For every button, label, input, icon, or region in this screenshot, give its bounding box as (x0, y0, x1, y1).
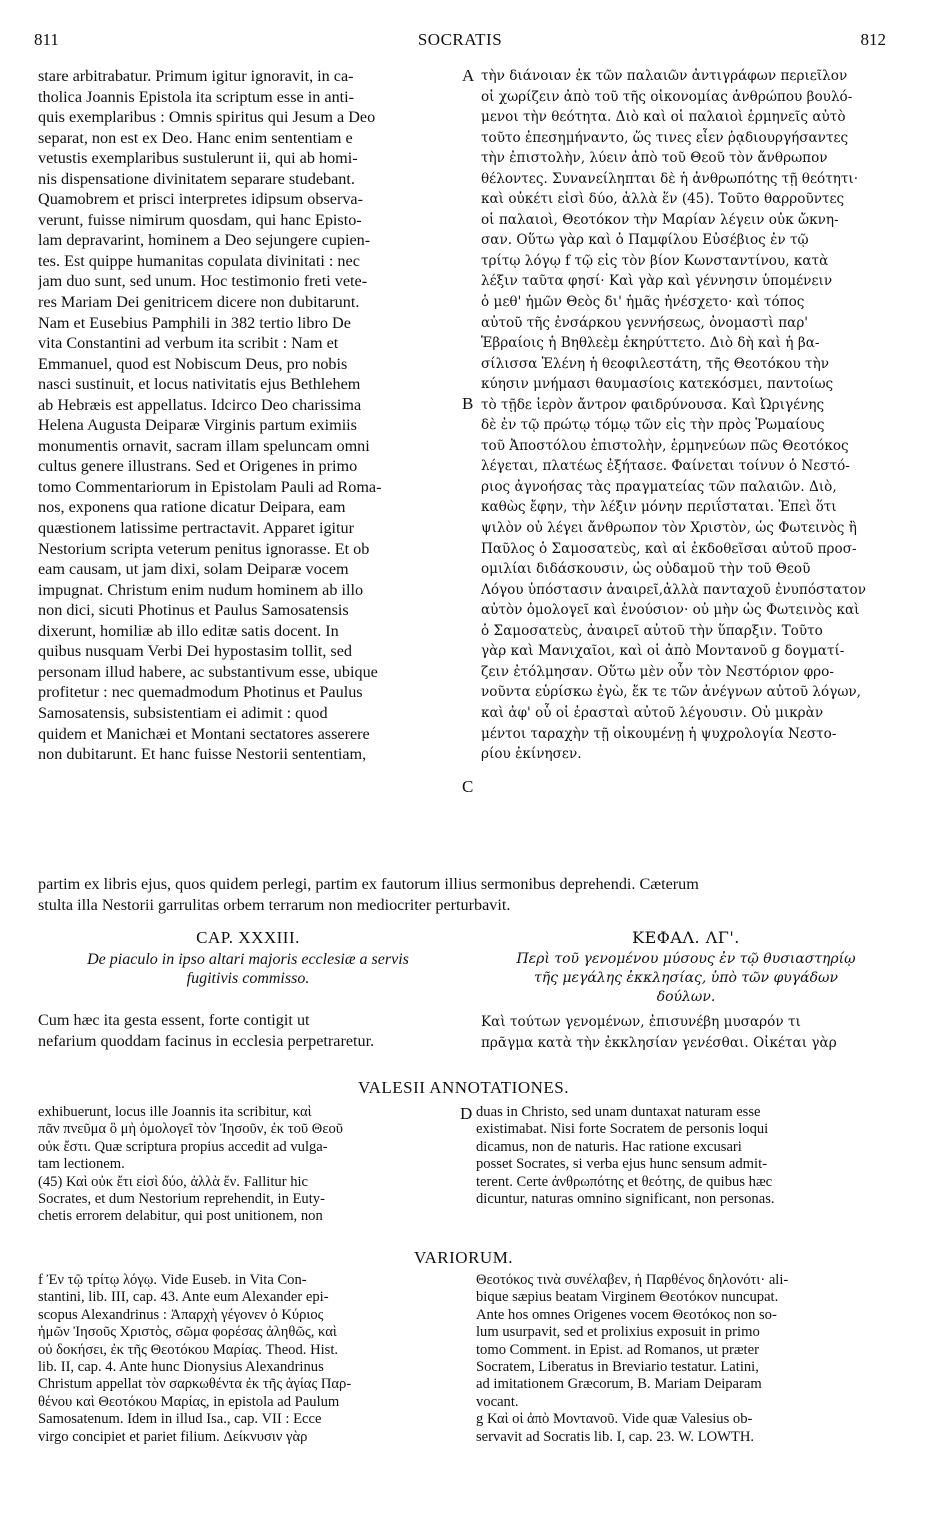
text-line: ρίου ἐκίνησεν. (481, 746, 582, 763)
text-line: ad imitationem Græcorum, B. Mariam Deiparam (476, 1376, 762, 1393)
text-line: bique sæpius beatam Virginem Θεοτόκον nuncupat. (476, 1289, 779, 1306)
text-line: separat, non est ex Deo. Hanc enim sententiam e (38, 128, 353, 147)
text-line: posset Socrates, si verba ejus hunc sensum admit- (476, 1156, 768, 1173)
text-line: profitetur : nec quemadmodum Photinus et Paulus (38, 683, 363, 702)
text-line: vocant. (476, 1393, 519, 1410)
text-line: existimabat. Nisi forte Socratem de personis loqui (476, 1121, 769, 1138)
text-line: vetustis exemplaribus sustulerunt ii, qui ab homi- (38, 149, 358, 168)
margin-marker-c: C (462, 777, 474, 796)
valesii-notes-left (38, 1104, 458, 1226)
text-line: Emmanuel, quod est Nobiscum Deus, pro nobis (38, 354, 348, 373)
text-line: Ἑβραίοις ἡ Βηθλεὲμ ἐκηρύττετο. Διὸ δὴ καὶ ἡ βα- (481, 335, 820, 352)
text-line: τὴν διάνοιαν ἐκ τῶν παλαιῶν ἀντιγράφων περιεῖλον (481, 68, 848, 84)
text-line: τῆς μεγάλης ἐκκλησίας, ὑπὸ τῶν φυγάδων (534, 970, 838, 986)
text-line: λέγεται, πλατέως ἐξήτασε. Φαίνεται τοίνυν ὁ Νεστό- (481, 458, 850, 475)
text-line: g Καὶ οἱ ἀπὸ Μοντανοῦ. Vide quæ Valesius ob- (476, 1411, 753, 1428)
text-line: τρίτῳ λόγῳ f τῷ εἰς τὸν βίον Κωνσταντίνου, κατὰ (481, 252, 829, 269)
text-line: γὰρ καὶ Μανιχαῖοι, καὶ οἱ ἀπὸ Μοντανοῦ g δογματί- (481, 643, 845, 660)
text-line: μενοι τὴν θεότητα. Διὸ καὶ οἱ παλαιοὶ ἑρμηνεῖς αὐτὸ (481, 109, 846, 126)
text-line: duas in Christo, sed unam duntaxat naturam esse (476, 1104, 761, 1120)
text-line: non dici, sicuti Photinus et Paulus Samosatensis (38, 601, 349, 620)
text-line: exhibuerunt, locus ille Joannis ita scribitur, καὶ (38, 1104, 312, 1120)
text-line: καὶ οὐκέτι εἰσὶ δύο, ἀλλὰ ἕν (45). Τοῦτο θαρροῦντες (481, 191, 845, 208)
right-page-number: 812 (860, 30, 886, 49)
text-line: f Ἐν τῷ τρίτῳ λόγῳ. Vide Euseb. in Vita Con- (38, 1272, 307, 1288)
text-line: res Mariam Dei genitricem dicere non dubitarunt. (38, 293, 360, 312)
margin-marker-d: D (460, 1104, 473, 1123)
variorum-notes-left (38, 1272, 458, 1446)
text-line: Λόγου ὑπόστασιν ἀναιρεῖ,ἀλλὰ πανταχοῦ ἐνυπόστατον (481, 581, 866, 598)
left-page-number: 811 (34, 30, 59, 49)
full-width-text (38, 874, 888, 915)
chapter-heading-greek: ΚΕΦΑΛ. ΛΓ'. (632, 928, 740, 947)
text-line: κύησιν μνήμασι θαυμασίοις κατεκόσμει, παντοίως (481, 376, 834, 393)
text-line: lam depravarint, hominem a Deo sejungere cupien- (38, 231, 371, 250)
text-line: Ante hos omnes Origenes vocem Θεοτόκος non so- (476, 1306, 777, 1323)
text-line: tomo Commentariorum in Epistolam Pauli ad Roma- (38, 477, 382, 496)
text-line: partim ex libris ejus, quos quidem perlegi, partim ex fautorum illius sermonibus deprehendi. Cæterum (38, 875, 699, 893)
text-line: αὐτοῦ τῆς ἐνσάρκου γεννήσεως, ὀνομαστὶ παρ' (481, 314, 809, 331)
text-line: scopus Alexandrinus : Ἀπαρχὴ γέγονεν ὁ Κύριος (38, 1306, 324, 1323)
text-line: personam illud habere, ac substantivum esse, ubique (38, 662, 378, 681)
text-line: ζειν ἐτόλμησαν. Οὕτω μὲν οὖν τὸν Νεστόριον φρο- (481, 663, 834, 680)
text-line: tam lectionem. (38, 1156, 125, 1173)
text-line: Nestorium scripta veterum penitus ignorasse. Et ob (38, 539, 370, 558)
text-line: τοῦτο ἐπεσημήναντο, ὥς τινες εἶεν ῥᾳδιουργήσαντες (481, 129, 849, 146)
text-line: tholica Joannis Epistola ita scriptum esse in anti- (38, 87, 355, 106)
text-line: nasci sustinuit, et locus nativitatis ejus Bethlehem (38, 375, 361, 394)
text-line: monumentis ornavit, sacram illam speluncam omni (38, 436, 370, 455)
text-line: terent. Certe ἀνθρωπότης et θεότης, de quibus hæc (476, 1173, 773, 1190)
text-line: dicamus, non de naturis. Hac ratione excusari (476, 1138, 742, 1155)
chapter-title-greek (481, 950, 891, 1007)
text-line: Christum appellat τὸν σαρκωθέντα ἐκ τῆς ἁγίας Παρ- (38, 1376, 352, 1393)
text-line: μέντοι ταραχὴν τῇ οἰκουμένῃ ἡ ψυχρολογία Νεστο- (481, 725, 837, 742)
text-line: σίλισσα Ἑλένη ἡ θεοφιλεστάτη, τῆς Θεοτόκου τὴν (481, 355, 829, 372)
text-line: impugnat. Christum enim nudum hominem ab illo (38, 580, 364, 599)
text-line: Helena Augusta Deiparæ Virginis partum eximiis (38, 416, 357, 435)
text-line: vita Constantini ad verbum ita scribit : Nam et (38, 334, 339, 353)
text-line: ὁ Σαμοσατεὺς, ἀναιρεῖ αὐτοῦ τὴν ὕπαρξιν. Τοῦτο (481, 622, 823, 639)
text-line: οὐ δοκήσει, ἐκ τῆς Θεοτόκου Μαρίας. Theod. Hist. (38, 1341, 339, 1358)
text-line: θένου καὶ Θεοτόκου Μαρίας, in epistola ad Paulum (38, 1393, 340, 1410)
text-line: quidem et Manichæi et Montani sectatores asserere (38, 724, 370, 743)
text-line: οὐκ ἔστι. Quæ scriptura propius accedit ad vulga- (38, 1138, 328, 1155)
text-line: Θεοτόκος τινὰ συνέλαβεν, ἡ Παρθένος δηλονότι· ali- (476, 1272, 789, 1288)
text-line: tes. Est quippe humanitas copulata divinitati : nec (38, 251, 360, 270)
chapter-text-latin (38, 1010, 458, 1051)
text-line: lum usurpavit, sed et prolixius exposuit in primo (476, 1324, 760, 1341)
text-line: οἱ παλαιοὶ, Θεοτόκον τὴν Μαρίαν λέγειν οὐκ ὤκνη- (481, 211, 839, 228)
text-line: Socrates, et dum Nestorium reprehendit, in Euty- (38, 1190, 325, 1207)
text-line: σαν. Οὕτω γὰρ καὶ ὁ Παμφίλου Εὐσέβιος ἐν τῷ (481, 232, 809, 249)
text-line: Cum hæc ita gesta essent, forte contigit ut (38, 1011, 310, 1029)
text-line: θέλοντες. Συνανείληπται δὲ ἡ ἀνθρωπότης τῇ θεότητι· (481, 170, 859, 187)
text-line: πᾶν πνεῦμα ὃ μὴ ὁμολογεῖ τὸν Ἰησοῦν, ἐκ τοῦ Θεοῦ (38, 1121, 343, 1138)
text-line: καὶ ἀφ' οὗ οἱ ἐρασταὶ αὐτοῦ λέγουσιν. Οὐ μικρὰν (481, 704, 824, 721)
valesii-heading: VALESII ANNOTATIONES. (358, 1078, 569, 1097)
text-line: Παῦλος ὁ Σαμοσατεὺς, καὶ αἱ ἐκδοθεῖσαι αὐτοῦ προσ- (481, 540, 857, 557)
text-line: Nam et Eusebius Pamphili in 382 tertio libro De (38, 313, 351, 332)
chapter-title-latin (38, 950, 458, 988)
chapter-heading-latin: CAP. XXXIII. (196, 928, 300, 947)
text-line: Καὶ τούτων γενομένων, ἐπισυνέβη μυσαρόν τι (481, 1014, 801, 1030)
latin-text-column (38, 66, 458, 765)
text-line: λέξιν ταῦτα φησί· Καὶ γὰρ καὶ γέννησιν ὑπομένειν (481, 273, 833, 290)
text-line: Περὶ τοῦ γενομένου μύσους ἐν τῷ θυσιαστηρίῳ (516, 951, 856, 967)
margin-marker-b: B (462, 394, 474, 413)
text-line: non dubitarunt. Et hanc fuisse Nestorii sententiam, (38, 745, 367, 764)
text-line: stulta illa Nestorii garrulitas orbem terrarum non mediocriter perturbavit. (38, 895, 511, 914)
text-line: ομιλίαι διδάσκουσιν, ὡς οὐδαμοῦ τὴν τοῦ Θεοῦ (481, 561, 811, 578)
text-line: chetis errorem delabitur, qui post unitionem, non (38, 1208, 323, 1225)
text-line: servavit ad Socratis lib. I, cap. 23. W. LOWTH. (476, 1428, 755, 1445)
text-line: οἱ χωρίζειν ἀπὸ τοῦ τῆς οἰκονομίας ἀνθρώπου βουλό- (481, 88, 853, 105)
text-line: δούλων. (656, 989, 716, 1005)
text-line: fugitivis commisso. (186, 970, 310, 987)
text-line: lib. II, cap. 4. Ante hunc Dionysius Alexandrinus (38, 1358, 324, 1375)
text-line: eam causam, ut jam dixi, solam Deiparæ vocem (38, 560, 349, 579)
text-line: δὲ ἐν τῷ πρώτῳ τόμῳ τῶν εἰς τὴν πρὸς Ῥωμαίους (481, 417, 825, 434)
text-line: ab Hebræis est appellatus. Idcirco Deo charissima (38, 395, 362, 414)
margin-marker-a: A (462, 66, 475, 85)
text-line: dixerunt, homiliæ ab illo editæ satis docent. In (38, 621, 339, 640)
text-line: τὸ τῇδε ἱερὸν ἄντρον φαιδρύνουσα. Καὶ Ὠριγένης (481, 396, 825, 413)
text-line: αὐτὸν ὁμολογεῖ καὶ ἐνούσιον· οὐ μὴν ὡς Φωτεινὸς καὶ (481, 602, 860, 619)
variorum-heading: VARIORUM. (413, 1248, 514, 1267)
text-line: (45) Καὶ οὐκ ἔτι εἰσὶ δύο, ἀλλὰ ἕν. Fallitur hic (38, 1173, 309, 1190)
text-line: jam duo sunt, sed unum. Hoc testimonio freti vete- (38, 272, 368, 291)
text-line: Socratem, Liberatus in Breviario testatur. Latini, (476, 1358, 759, 1375)
text-line: cultus genere illustrans. Sed et Origenes in primo (38, 457, 358, 476)
text-line: τὴν ἐπιστολὴν, λύειν ἀπὸ τοῦ Θεοῦ τὸν ἄνθρωπον (481, 150, 828, 167)
valesii-notes-right (476, 1104, 891, 1208)
text-line: nos, exponens qua ratione dicatur Deipara, eam (38, 498, 346, 517)
text-line: virgo concipiet et pariet filium. Δείκνυσιν γὰρ (38, 1428, 308, 1445)
text-line: ἡμῶν Ἰησοῦς Χριστὸς, σῶμα φορέσας ἀληθῶς, καὶ (38, 1324, 337, 1341)
text-line: νοῦντα εὑρίσκω ἐγὼ, ἔκ τε τῶν ἀνέγνων αὐτοῦ λόγων, (481, 684, 862, 701)
text-line: ψιλὸν οὐ λέγει ἄνθρωπον τὸν Χριστὸν, ὡς Φωτεινὸς ἢ (481, 520, 857, 537)
text-line: De piaculo in ipso altari majoris ecclesiæ a servis (87, 951, 409, 968)
text-line: tomo Comment. in Epist. ad Romanos, ut præter (476, 1341, 759, 1358)
text-line: quis exemplaribus : Omnis spiritus qui Jesum a Deo (38, 108, 376, 127)
chapter-text-greek (481, 1012, 891, 1053)
text-line: καθὼς ἔφην, τὴν λέξιν μόνην περιΐσταται. Ἐπεὶ ὅτι (481, 499, 837, 516)
text-line: dicuntur, naturas omnino significant, non personas. (476, 1190, 775, 1207)
text-line: quibus nusquam Verbi Dei hypostasim tollit, sed (38, 642, 352, 661)
text-line: verunt, fuisse nimirum quosdam, qui hanc Episto- (38, 210, 362, 229)
text-line: nis dispensatione divinitatem separare studebant. (38, 169, 355, 188)
text-line: Samosatensis, subsistentiam ei adimit : quod (38, 703, 328, 722)
text-line: stantini, lib. III, cap. 43. Ante eum Alexander epi- (38, 1289, 329, 1306)
text-line: nefarium quoddam facinus in ecclesia perpetraretur. (38, 1031, 375, 1050)
greek-text-column (481, 66, 891, 765)
text-line: stare arbitrabatur. Primum igitur ignoravit, in ca- (38, 67, 354, 85)
running-title: SOCRATIS (417, 30, 503, 49)
text-line: τοῦ Ἀποστόλου ἐπιστολὴν, ἑρμηνεύων πῶς Θεοτόκος (481, 437, 849, 454)
text-line: Quamobrem et prisci interpretes idipsum observa- (38, 190, 364, 209)
text-line: πρᾶγμα κατὰ τὴν ἐκκλησίαν γενέσθαι. Οἰκέται γὰρ (481, 1034, 837, 1051)
text-line: ὁ μεθ' ἡμῶν Θεὸς δι' ἡμᾶς ἠνέσχετο· καὶ τόπος (481, 294, 805, 311)
text-line: quæstionem latissime pertractavit. Apparet igitur (38, 519, 355, 538)
variorum-notes-right (476, 1272, 891, 1446)
text-line: Samosatenum. Idem in illud Isa., cap. VII : Ecce (38, 1411, 322, 1428)
text-line: ριος ἀγνοήσας τὰς πραγματείας τῶν παλαιῶν. Διὸ, (481, 478, 837, 495)
running-head (34, 30, 886, 54)
